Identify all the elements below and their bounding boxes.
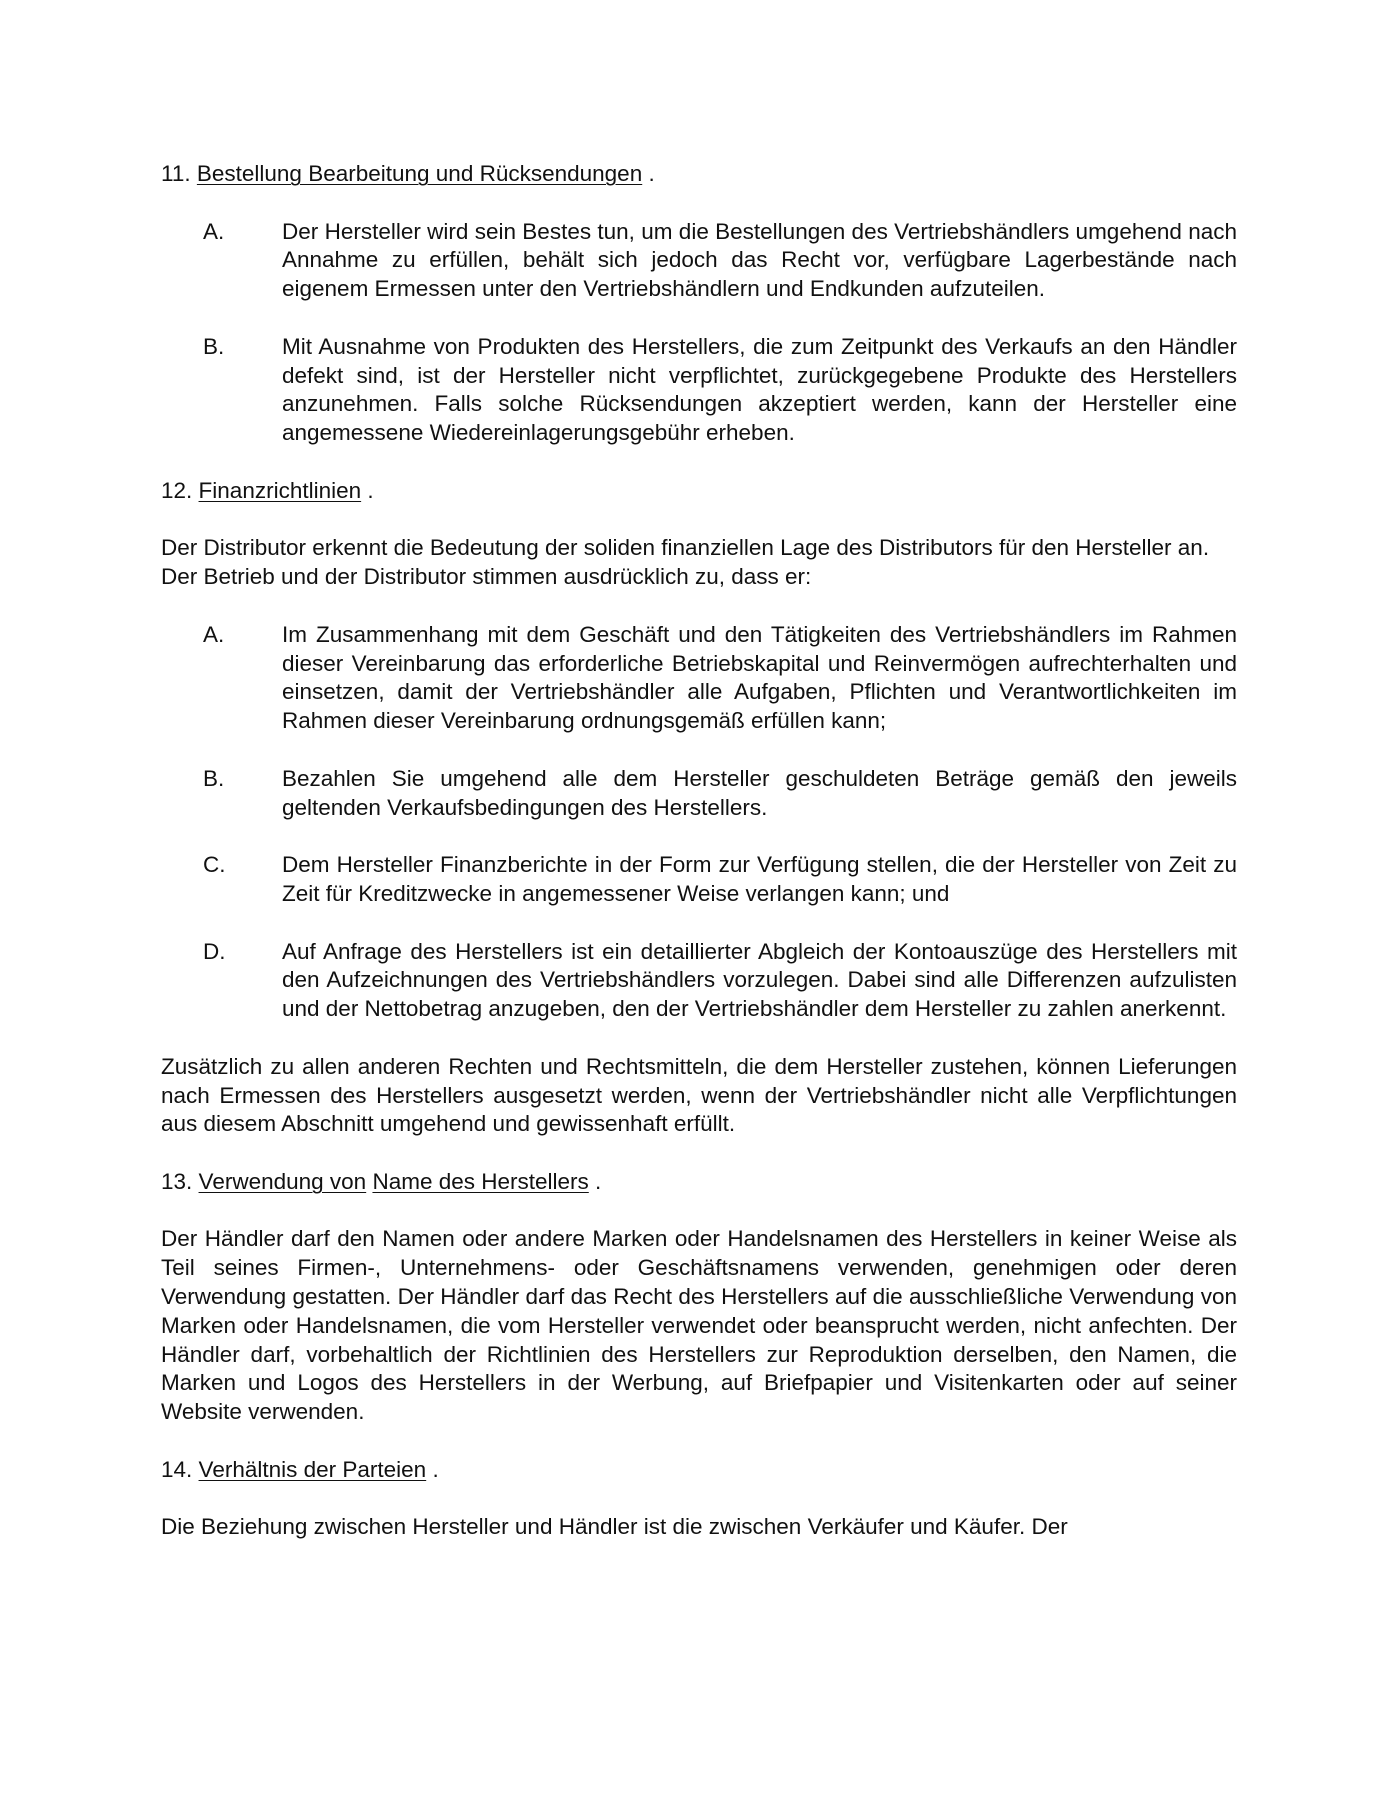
section-12-item-d [161, 938, 1237, 1024]
item-text: Der Hersteller wird sein Bestes tun, um die Bestellungen des Vertriebshändlers umgehend nach Annahme zu erfüllen, behält sich jedoch das Recht vor, verfügbare Lagerbestände nach eigenem Ermessen unter den Vertriebshändlern und Endkunden aufzuteilen. [282, 218, 1237, 302]
section-11-item-a [161, 218, 1237, 304]
section-11-item-b [161, 333, 1237, 448]
section-13-title-part1: Verwendung von [198, 1168, 367, 1194]
section-13-number: 13. [161, 1168, 193, 1194]
section-12-intro-2: Der Betrieb und der Distributor stimmen ausdrücklich zu, dass er: [161, 564, 812, 590]
section-11-heading [161, 160, 1237, 189]
section-12-item-c [161, 851, 1237, 909]
section-12-title: Finanzrichtlinien [198, 477, 362, 503]
item-text: Bezahlen Sie umgehend alle dem Hersteller geschuldeten Beträge gemäß den jeweils geltenden Verkaufsbedingungen des Herstellers. [282, 765, 1237, 820]
section-12-intro-1: Der Distributor erkennt die Bedeutung der soliden finanziellen Lage des Distributors für den Hersteller an. [161, 535, 1210, 561]
item-text: Auf Anfrage des Herstellers ist ein detaillierter Abgleich der Kontoauszüge des Herstellers mit den Aufzeichnungen des Vertriebshändlers vorzulegen. Dabei sind alle Differenzen aufzulisten und der Nettobetrag anzugeben, den der Vertriebshändler dem Hersteller zu zahlen anerkennt. [282, 938, 1237, 1022]
section-13-title-part2: Name des Herstellers [372, 1168, 589, 1194]
item-text: Mit Ausnahme von Produkten des Herstellers, die zum Zeitpunkt des Verkaufs an den Händler defekt sind, ist der Hersteller nicht verpflichtet, zurückgegebene Produkte des Herstellers anzunehmen. Falls solche Rücksendungen akzeptiert werden, kann der Hersteller eine angemessene Wiedereinlagerungsgebühr erheben. [282, 333, 1237, 446]
section-12-item-a [161, 621, 1237, 736]
section-12-heading [161, 477, 1237, 506]
section-13-body: Der Händler darf den Namen oder andere Marken oder Handelsnamen des Herstellers in keiner Weise als Teil seines Firmen-, Unternehmens- oder Geschäftsnamens verwenden, genehmigen oder deren Verwendung gestatten. Der Händler darf das Recht des Herstellers auf die ausschließliche Verwendung von Marken oder Handelsnamen, die vom Hersteller verwendet oder beansprucht werden, nicht anfechten. Der Händler darf, vorbehaltlich der Richtlinien des Herstellers zur Reproduktion derselben, den Namen, die Marken und Logos des Herstellers in der Werbung, auf Briefpapier und Visitenkarten oder auf seiner Website verwenden. [161, 1226, 1237, 1425]
section-13-trail: . [595, 1168, 602, 1194]
section-14-title: Verhältnis der Parteien [198, 1456, 427, 1482]
section-14-trail: . [432, 1456, 439, 1482]
item-text: Im Zusammenhang mit dem Geschäft und den Tätigkeiten des Vertriebshändlers im Rahmen dieser Vereinbarung das erforderliche Betriebskapital und Reinvermögen aufrechterhalten und einsetzen, damit der Vertriebshändler alle Aufgaben, Pflichten und Verantwortlichkeiten im Rahmen dieser Vereinbarung ordnungsgemäß erfüllen kann; [282, 621, 1237, 734]
item-letter: C. [203, 852, 226, 878]
document-page [161, 160, 1237, 1542]
item-letter: B. [203, 765, 225, 791]
section-12-item-b [161, 765, 1237, 823]
section-14-heading [161, 1456, 1237, 1485]
section-11-title: Bestellung Bearbeitung und Rücksendungen [196, 161, 643, 186]
section-12-closing: Zusätzlich zu allen anderen Rechten und Rechtsmitteln, die dem Hersteller zustehen, können Lieferungen nach Ermessen des Herstellers ausgesetzt werden, wenn der Vertriebshändler nicht alle Verpflichtungen aus diesem Abschnitt umgehend und gewissenhaft erfüllt. [161, 1053, 1237, 1137]
item-letter: A. [203, 218, 225, 244]
section-12-number: 12. [161, 477, 193, 503]
section-12-trail: . [367, 477, 374, 503]
section-13-heading [161, 1168, 1237, 1197]
item-letter: A. [203, 621, 225, 647]
section-11-trail: . [648, 161, 655, 186]
section-11-number: 11. [161, 161, 191, 186]
item-text: Dem Hersteller Finanzberichte in der Form zur Verfügung stellen, die der Hersteller von Zeit zu Zeit für Kreditzwecke in angemessener Weise verlangen kann; und [282, 852, 1237, 906]
section-14-body: Die Beziehung zwischen Hersteller und Händler ist die zwischen Verkäufer und Käufer. Der [161, 1514, 1068, 1540]
section-14-number: 14. [161, 1456, 193, 1482]
item-letter: B. [203, 333, 225, 359]
item-letter: D. [203, 938, 226, 964]
